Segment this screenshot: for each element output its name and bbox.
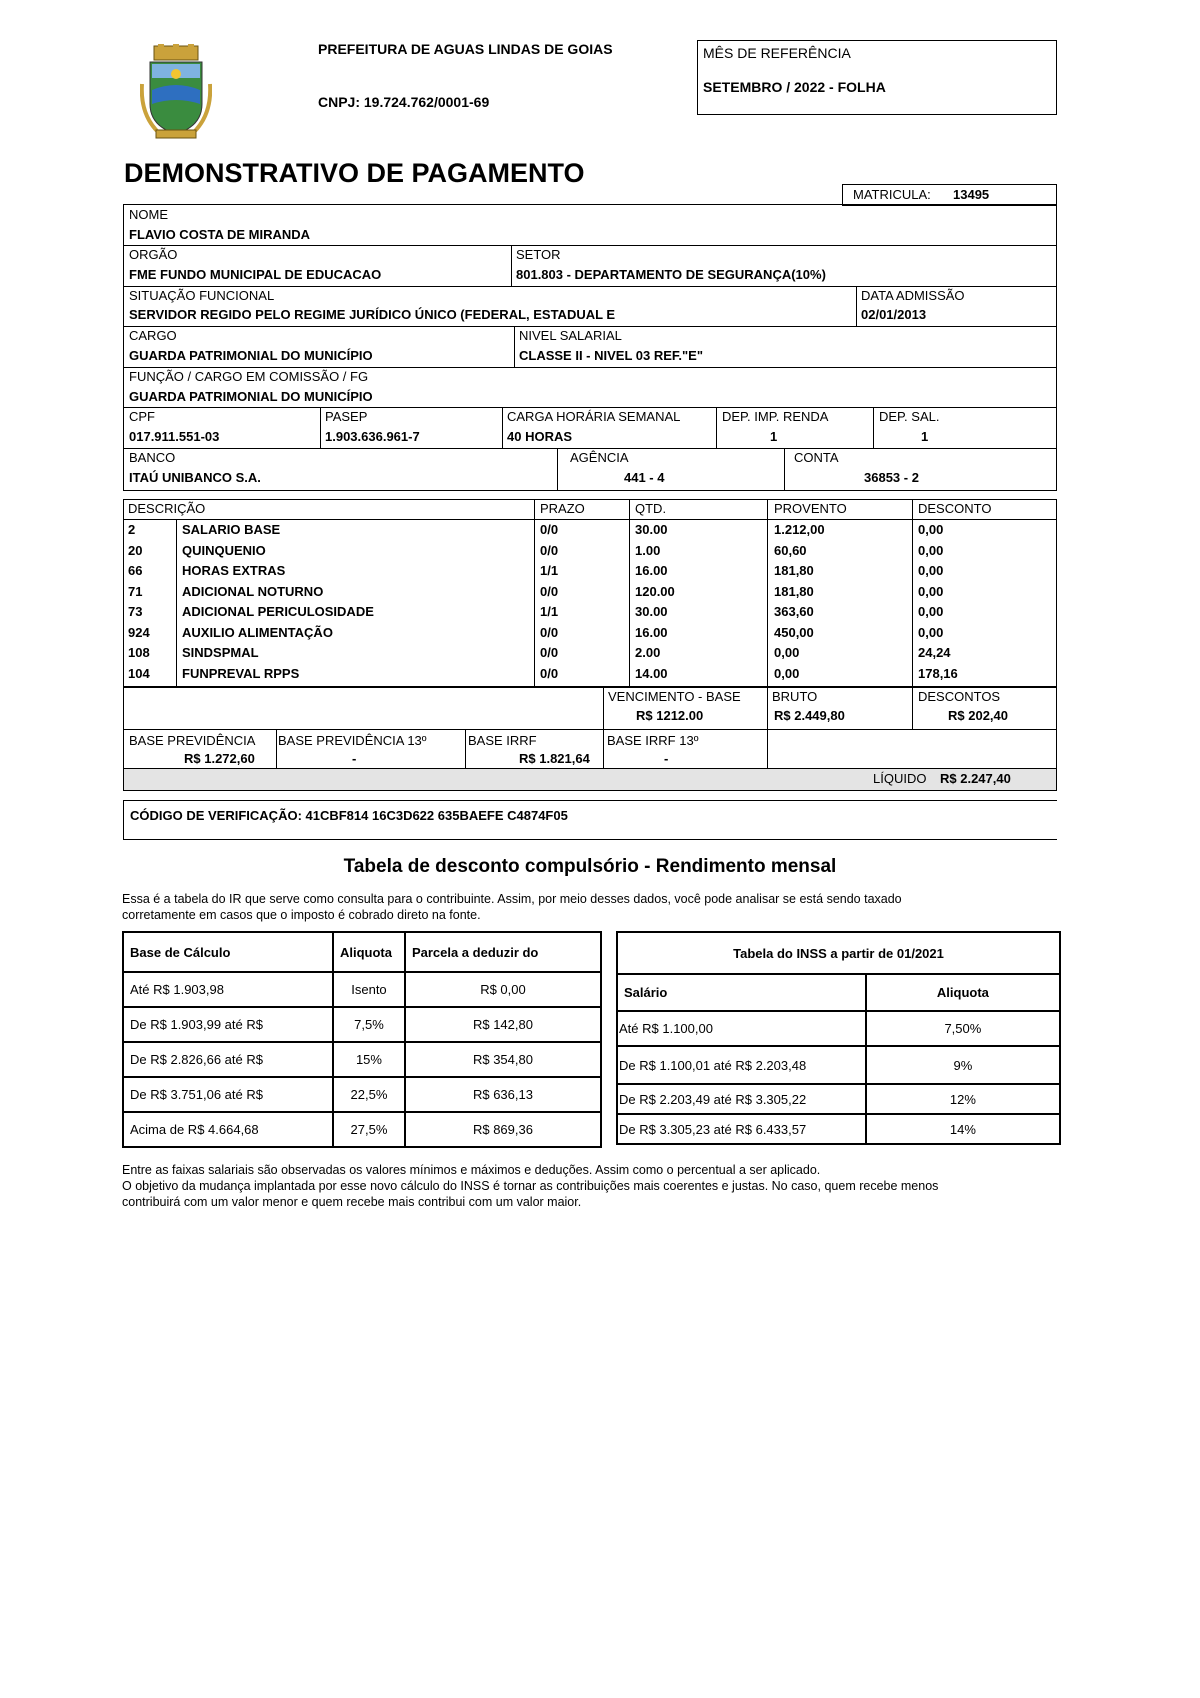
funcao-value: GUARDA PATRIMONIAL DO MUNICÍPIO bbox=[129, 389, 373, 404]
municipal-coat-of-arms bbox=[140, 44, 212, 142]
cargo-label: CARGO bbox=[129, 328, 177, 343]
item-provento: 450,00 bbox=[774, 624, 814, 640]
tax-section-intro bbox=[122, 891, 902, 923]
venc-base-label: VENCIMENTO - BASE bbox=[608, 689, 741, 704]
item-desconto: 0,00 bbox=[918, 604, 944, 619]
ir-table bbox=[122, 931, 602, 1148]
item-code: 108 bbox=[128, 645, 150, 660]
item-prazo: 0/0 bbox=[540, 583, 559, 599]
descontos-label: DESCONTOS bbox=[918, 689, 1001, 704]
ir-row-base: Acima de R$ 4.664,68 bbox=[123, 1112, 333, 1147]
item-provento: 0,00 bbox=[774, 665, 800, 681]
ref-label: MÊS DE REFERÊNCIA bbox=[703, 45, 851, 61]
col-prazo: PRAZO bbox=[540, 501, 585, 516]
inss-row-aliquota: 9% bbox=[866, 1046, 1060, 1084]
banco-value: ITAÚ UNIBANCO S.A. bbox=[129, 470, 261, 485]
intro-line-2: corretamente em casos que o imposto é cobrado direto na fonte. bbox=[122, 908, 481, 922]
item-description: HORAS EXTRAS bbox=[182, 563, 286, 578]
matricula-value: 13495 bbox=[953, 187, 990, 202]
admissao-label: DATA ADMISSÃO bbox=[861, 288, 965, 303]
col-descricao: DESCRIÇÃO bbox=[128, 501, 206, 516]
inss-row bbox=[617, 1046, 1060, 1084]
reference-month-box bbox=[697, 40, 1057, 115]
matricula-label: MATRICULA: bbox=[853, 187, 931, 202]
banco-label: BANCO bbox=[129, 450, 176, 465]
item-qtd: 16.00 bbox=[635, 563, 668, 578]
ir-row bbox=[123, 1042, 601, 1077]
conta-label: CONTA bbox=[794, 450, 839, 465]
ir-row-parcela: R$ 0,00 bbox=[405, 972, 601, 1007]
item-provento: 1.212,00 bbox=[774, 522, 825, 537]
descontos-value: R$ 202,40 bbox=[948, 708, 1008, 723]
item-prazo: 1/1 bbox=[540, 563, 559, 578]
item-description: FUNPREVAL RPPS bbox=[182, 665, 300, 681]
item-prazo: 0/0 bbox=[540, 645, 559, 660]
admissao-value: 02/01/2013 bbox=[861, 307, 927, 322]
setor-value: 801.803 - DEPARTAMENTO DE SEGURANÇA(10%) bbox=[516, 267, 826, 282]
bruto-label: BRUTO bbox=[772, 689, 818, 704]
page-title: DEMONSTRATIVO DE PAGAMENTO bbox=[124, 158, 585, 188]
situacao-value: SERVIDOR REGIDO PELO REGIME JURÍDICO ÚNICO (FEDERAL, ESTADUAL E bbox=[129, 307, 616, 322]
liquido-label: LÍQUIDO bbox=[873, 771, 927, 786]
dep-ir-label: DEP. IMP. RENDA bbox=[722, 409, 829, 424]
orgao-value: FME FUNDO MUNICIPAL DE EDUCACAO bbox=[129, 267, 382, 282]
item-code: 924 bbox=[128, 624, 150, 640]
item-provento: 0,00 bbox=[774, 645, 800, 660]
ir-row-aliquota: 7,5% bbox=[333, 1007, 405, 1042]
item-qtd: 30.00 bbox=[635, 604, 668, 619]
matricula-box bbox=[842, 184, 1057, 206]
pasep-value: 1.903.636.961-7 bbox=[325, 429, 420, 444]
item-desconto: 0,00 bbox=[918, 563, 944, 578]
ir-row-parcela: R$ 869,36 bbox=[405, 1112, 601, 1147]
base-prev13-value: - bbox=[352, 751, 357, 766]
ir-row-base: Até R$ 1.903,98 bbox=[123, 972, 333, 1007]
item-code: 104 bbox=[128, 665, 150, 681]
item-description: AUXILIO ALIMENTAÇÃO bbox=[182, 624, 333, 640]
item-row bbox=[124, 522, 1056, 542]
dep-sal-label: DEP. SAL. bbox=[879, 409, 940, 424]
venc-base-value: R$ 1212.00 bbox=[636, 708, 704, 723]
item-row bbox=[124, 666, 1056, 686]
ir-header-base: Base de Cálculo bbox=[123, 932, 333, 972]
item-qtd: 120.00 bbox=[635, 583, 675, 599]
intro-line-1: Essa é a tabela do IR que serve como consulta para o contribuinte. Assim, por meio desses dados, você pode analisar se está sendo taxado bbox=[122, 892, 902, 906]
inss-title: Tabela do INSS a partir de 01/2021 bbox=[617, 932, 1060, 974]
ir-row-base: De R$ 1.903,99 até R$ bbox=[123, 1007, 333, 1042]
agencia-value: 441 - 4 bbox=[624, 470, 665, 485]
inss-row-aliquota: 7,50% bbox=[866, 1011, 1060, 1046]
ir-header-parcela: Parcela a deduzir do bbox=[405, 932, 601, 972]
footer-line-3: contribuirá com um valor menor e quem recebe mais contribui com um valor maior. bbox=[122, 1195, 582, 1209]
inss-row-salario: De R$ 3.305,23 até R$ 6.433,57 bbox=[617, 1114, 866, 1144]
cpf-value: 017.911.551-03 bbox=[129, 429, 220, 444]
ir-row-parcela: R$ 636,13 bbox=[405, 1077, 601, 1112]
pasep-label: PASEP bbox=[325, 409, 368, 424]
item-row bbox=[124, 625, 1056, 645]
item-description: QUINQUENIO bbox=[182, 542, 266, 558]
inss-table bbox=[616, 931, 1061, 1145]
item-qtd: 1.00 bbox=[635, 542, 661, 558]
ir-row-aliquota: 27,5% bbox=[333, 1112, 405, 1147]
ir-row bbox=[123, 1077, 601, 1112]
ir-row bbox=[123, 972, 601, 1007]
item-qtd: 16.00 bbox=[635, 624, 668, 640]
item-prazo: 1/1 bbox=[540, 604, 559, 619]
carga-value: 40 HORAS bbox=[507, 429, 573, 444]
setor-label: SETOR bbox=[516, 247, 561, 262]
cnpj: CNPJ: 19.724.762/0001-69 bbox=[318, 94, 490, 110]
col-provento: PROVENTO bbox=[774, 501, 847, 516]
item-code: 71 bbox=[128, 583, 143, 599]
ir-row-aliquota: 22,5% bbox=[333, 1077, 405, 1112]
item-row bbox=[124, 645, 1056, 665]
ir-row-base: De R$ 3.751,06 até R$ bbox=[123, 1077, 333, 1112]
base-prev13-label: BASE PREVIDÊNCIA 13º bbox=[278, 733, 427, 748]
nivel-label: NIVEL SALARIAL bbox=[519, 328, 622, 343]
item-code: 66 bbox=[128, 563, 143, 578]
footer-line-2: O objetivo da mudança implantada por esse novo cálculo do INSS é tornar as contribuições mais coerentes e justas. No caso, quem recebe menos bbox=[122, 1179, 939, 1193]
inss-row bbox=[617, 1084, 1060, 1114]
carga-label: CARGA HORÁRIA SEMANAL bbox=[507, 409, 681, 424]
inss-header-salario: Salário bbox=[617, 974, 866, 1011]
nome-value: FLAVIO COSTA DE MIRANDA bbox=[129, 227, 311, 242]
col-qtd: QTD. bbox=[635, 501, 667, 516]
item-provento: 181,80 bbox=[774, 563, 814, 578]
footer-line-1: Entre as faixas salariais são observadas os valores mínimos e máximos e deduções. Assim como o percentual a ser aplicado. bbox=[122, 1163, 821, 1177]
ir-row-parcela: R$ 142,80 bbox=[405, 1007, 601, 1042]
item-prazo: 0/0 bbox=[540, 624, 559, 640]
liquido-row bbox=[124, 769, 1056, 790]
item-prazo: 0/0 bbox=[540, 665, 559, 681]
verification-code: CÓDIGO DE VERIFICAÇÃO: 41CBF814 16C3D622 635BAEFE C4874F05 bbox=[130, 808, 568, 823]
nivel-value: CLASSE II - NIVEL 03 REF."E" bbox=[519, 348, 704, 363]
base-irrf13-label: BASE IRRF 13º bbox=[607, 733, 699, 748]
ir-row-base: De R$ 2.826,66 até R$ bbox=[123, 1042, 333, 1077]
totals-box bbox=[123, 686, 1057, 791]
item-prazo: 0/0 bbox=[540, 522, 559, 537]
tax-section-footer bbox=[122, 1162, 938, 1210]
item-qtd: 14.00 bbox=[635, 665, 668, 681]
agencia-label: AGÊNCIA bbox=[570, 450, 629, 465]
item-desconto: 178,16 bbox=[918, 665, 958, 681]
item-description: ADICIONAL PERICULOSIDADE bbox=[182, 604, 374, 619]
inss-row-salario: De R$ 2.203,49 até R$ 3.305,22 bbox=[617, 1084, 866, 1114]
inss-row-aliquota: 12% bbox=[866, 1084, 1060, 1114]
item-desconto: 0,00 bbox=[918, 542, 944, 558]
ir-row bbox=[123, 1007, 601, 1042]
col-desconto: DESCONTO bbox=[918, 501, 992, 516]
inss-row-aliquota: 14% bbox=[866, 1114, 1060, 1144]
item-description: SALARIO BASE bbox=[182, 522, 281, 537]
situacao-label: SITUAÇÃO FUNCIONAL bbox=[129, 288, 275, 303]
nome-label: NOME bbox=[129, 207, 168, 222]
conta-value: 36853 - 2 bbox=[864, 470, 919, 485]
ir-row-aliquota: 15% bbox=[333, 1042, 405, 1077]
items-table bbox=[123, 499, 1057, 688]
base-prev-label: BASE PREVIDÊNCIA bbox=[129, 733, 256, 748]
ir-row-parcela: R$ 354,80 bbox=[405, 1042, 601, 1077]
funcao-label: FUNÇÃO / CARGO EM COMISSÃO / FG bbox=[129, 369, 369, 384]
base-irrf-label: BASE IRRF bbox=[468, 733, 537, 748]
item-description: ADICIONAL NOTURNO bbox=[182, 583, 324, 599]
item-code: 73 bbox=[128, 604, 143, 619]
item-row bbox=[124, 563, 1056, 583]
employee-info-box bbox=[123, 204, 1057, 491]
inss-row-salario: Até R$ 1.100,00 bbox=[617, 1011, 866, 1046]
bruto-value: R$ 2.449,80 bbox=[774, 708, 845, 723]
item-desconto: 0,00 bbox=[918, 522, 944, 537]
base-prev-value: R$ 1.272,60 bbox=[184, 751, 255, 766]
item-desconto: 0,00 bbox=[918, 624, 944, 640]
item-code: 2 bbox=[128, 522, 136, 537]
item-qtd: 2.00 bbox=[635, 645, 661, 660]
dep-sal-value: 1 bbox=[921, 429, 929, 444]
item-row bbox=[124, 543, 1056, 563]
inss-row bbox=[617, 1011, 1060, 1046]
item-prazo: 0/0 bbox=[540, 542, 559, 558]
ir-row bbox=[123, 1112, 601, 1147]
dep-ir-value: 1 bbox=[770, 429, 778, 444]
base-irrf-value: R$ 1.821,64 bbox=[519, 751, 590, 766]
verification-box bbox=[123, 800, 1057, 840]
liquido-value: R$ 2.247,40 bbox=[940, 771, 1011, 786]
inss-header-aliquota: Aliquota bbox=[866, 974, 1060, 1011]
cpf-label: CPF bbox=[129, 409, 155, 424]
ref-value: SETEMBRO / 2022 - FOLHA bbox=[703, 79, 886, 95]
item-provento: 181,80 bbox=[774, 583, 814, 599]
item-provento: 60,60 bbox=[774, 542, 807, 558]
tax-section-title: Tabela de desconto compulsório - Rendimento mensal bbox=[343, 856, 837, 877]
ir-row-aliquota: Isento bbox=[333, 972, 405, 1007]
item-desconto: 24,24 bbox=[918, 645, 951, 660]
item-desconto: 0,00 bbox=[918, 583, 944, 599]
item-code: 20 bbox=[128, 542, 143, 558]
item-row bbox=[124, 604, 1056, 624]
orgao-label: ORGÃO bbox=[129, 247, 178, 262]
item-description: SINDSPMAL bbox=[182, 645, 259, 660]
inss-row bbox=[617, 1114, 1060, 1144]
inss-row-salario: De R$ 1.100,01 até R$ 2.203,48 bbox=[617, 1046, 866, 1084]
item-provento: 363,60 bbox=[774, 604, 814, 619]
item-qtd: 30.00 bbox=[635, 522, 668, 537]
ir-header-aliquota: Aliquota bbox=[333, 932, 405, 972]
base-irrf13-value: - bbox=[664, 751, 669, 766]
cargo-value: GUARDA PATRIMONIAL DO MUNICÍPIO bbox=[129, 348, 373, 363]
item-row bbox=[124, 584, 1056, 604]
org-name: PREFEITURA DE AGUAS LINDAS DE GOIAS bbox=[318, 41, 613, 57]
